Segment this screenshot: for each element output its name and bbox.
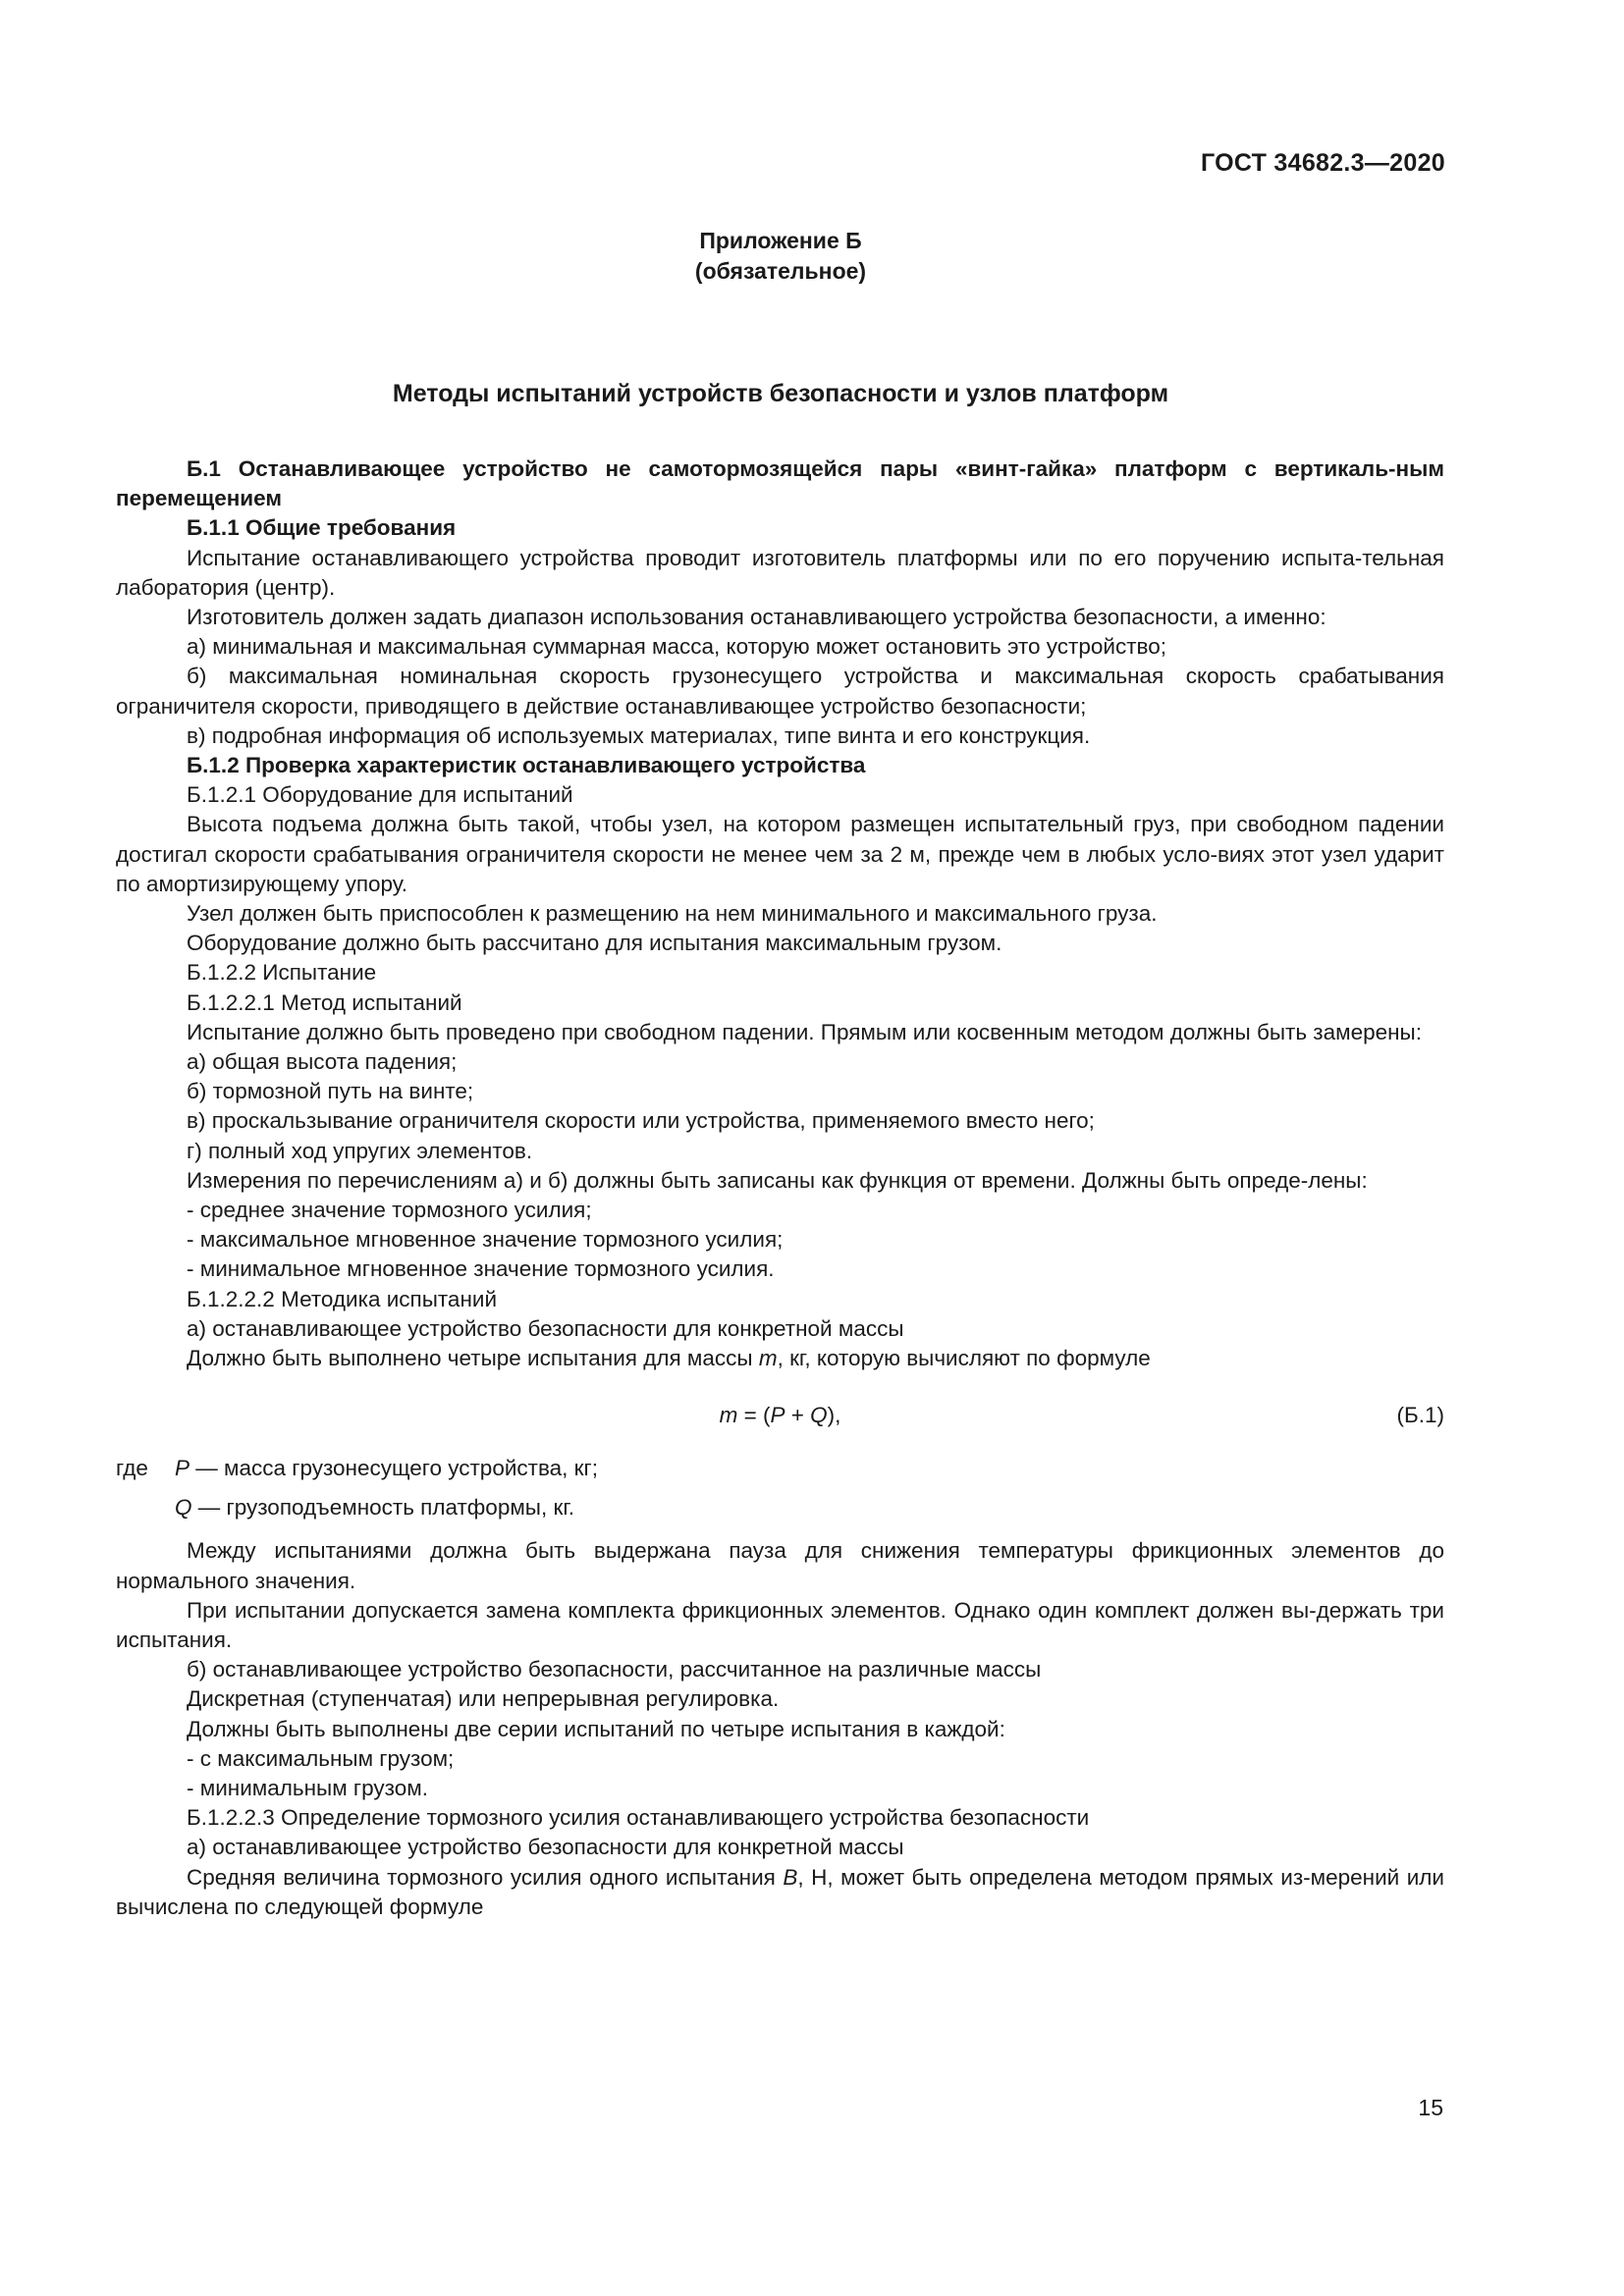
paragraph: Должны быть выполнены две серии испытаний по четыре испытания в каждой: xyxy=(187,1716,1005,1741)
paragraph: б) останавливающее устройство безопасности, рассчитанное на различные массы xyxy=(187,1657,1042,1682)
page-number: 15 xyxy=(1418,2095,1443,2120)
paragraph: б) максимальная номинальная скорость грузонесущего устройства и максимальная скорость срабатывания ограничителя скорости, приводящего в действие останавливающее устройство безопасности; xyxy=(116,664,1444,719)
paragraph: Б.1.2.2.2 Методика испытаний xyxy=(187,1286,498,1311)
document-code: ГОСТ 34682.3—2020 xyxy=(1200,149,1445,177)
last-paragraph: Средняя величина тормозного усилия одного испытания B, Н, может быть определена методом прямых из-мерений или вычислена по следующей формуле xyxy=(116,1864,1445,1919)
paragraph: Б.1 Останавливающее устройство не самотормозящейся пары «винт-гайка» платформ с вертикаль-ным перемещением xyxy=(116,456,1444,511)
appendix-status: (обязательное) xyxy=(694,258,867,284)
paragraph: Б.1.2.2.3 Определение тормозного усилия останавливающего устройства безопасности xyxy=(187,1805,1090,1831)
paragraph: - минимальным грузом. xyxy=(187,1775,428,1800)
legend-label: где xyxy=(116,1456,148,1481)
paragraph: Узел должен быть приспособлен к размещению на нем минимального и максимального груза. xyxy=(187,901,1158,927)
document-body xyxy=(116,454,1444,1922)
paragraph: Между испытаниями должна быть выдержана пауза для снижения температуры фрикционных элементов до нормального значения. xyxy=(116,1538,1444,1593)
paragraph: - минимальное мгновенное значение тормозного усилия. xyxy=(187,1256,775,1282)
paragraph: При испытании допускается замена комплекта фрикционных элементов. Однако один комплект должен вы-держать три испытания. xyxy=(116,1597,1444,1652)
formula-number: (Б.1) xyxy=(1396,1403,1444,1428)
legend-row-p: где P — масса грузонесущего устройства, кг; xyxy=(116,1454,1444,1483)
paragraph: Оборудование должно быть рассчитано для испытания максимальным грузом. xyxy=(187,931,1002,956)
paragraph: Высота подъема должна быть такой, чтобы узел, на котором размещен испытательный груз, при свободном падении достигал скорости срабатывания ограничителя скорости не менее чем за 2 м, прежде чем в любых усло-виях этот узел ударит по амортизирующему упору. xyxy=(116,812,1444,896)
paragraph: б) тормозной путь на винте; xyxy=(187,1079,474,1104)
paragraph: в) проскальзывание ограничителя скорости или устройства, применяемого вместо него; xyxy=(187,1108,1095,1134)
appendix-heading xyxy=(0,226,1561,287)
paragraph: Б.1.2.1 Оборудование для испытаний xyxy=(187,782,573,808)
legend-row-q: Q — грузоподъемность платформы, кг. xyxy=(175,1495,575,1521)
paragraph: Измерения по перечислениям а) и б) должны быть записаны как функция от времени. Должны быть опреде-лены: xyxy=(187,1167,1368,1193)
paragraph: Испытание должно быть проведено при свободном падении. Прямым или косвенным методом должны быть замерены: xyxy=(187,1019,1422,1044)
paragraph: а) минимальная и максимальная суммарная масса, которую может остановить это устройство; xyxy=(187,634,1166,660)
paragraph: Дискретная (ступенчатая) или непрерывная регулировка. xyxy=(187,1686,780,1712)
paragraph: в) подробная информация об используемых материалах, типе винта и его конструкция. xyxy=(187,722,1091,748)
paragraph: а) останавливающее устройство безопасности для конкретной массы xyxy=(187,1835,904,1860)
paragraph: а) общая высота падения; xyxy=(187,1049,458,1075)
paragraph: - среднее значение тормозного усилия; xyxy=(187,1198,592,1223)
formula-expression: m = (P + Q), xyxy=(719,1403,841,1428)
paragraph: Б.1.2 Проверка характеристик останавливающего устройства xyxy=(187,753,866,778)
paragraph: - с максимальным грузом; xyxy=(187,1745,455,1771)
paragraph: Испытание останавливающего устройства проводит изготовитель платформы или по его поручению испыта-тельная лаборатория (центр). xyxy=(116,545,1444,600)
paragraph: Изготовитель должен задать диапазон использования останавливающего устройства безопасности, а именно: xyxy=(187,605,1326,630)
section-title: Методы испытаний устройств безопасности и узлов платформ xyxy=(392,380,1169,407)
formula-b1 xyxy=(116,1401,1444,1430)
paragraphs-before-formula xyxy=(116,454,1444,1344)
paragraphs-after-formula xyxy=(116,1536,1444,1862)
paragraph: Б.1.2.2.1 Метод испытаний xyxy=(187,989,462,1015)
paragraph: Б.1.1 Общие требования xyxy=(187,515,457,541)
paragraph: а) останавливающее устройство безопасности для конкретной массы xyxy=(187,1315,904,1341)
paragraph: г) полный ход упругих элементов. xyxy=(187,1138,533,1163)
paragraph: - максимальное мгновенное значение тормозного усилия; xyxy=(187,1227,784,1253)
mass-intro-paragraph: Должно быть выполнено четыре испытания для массы m, кг, которую вычисляют по формуле xyxy=(187,1346,1151,1371)
paragraph: Б.1.2.2 Испытание xyxy=(187,960,377,986)
formula-legend xyxy=(116,1454,1444,1522)
appendix-title: Приложение Б xyxy=(699,228,862,253)
